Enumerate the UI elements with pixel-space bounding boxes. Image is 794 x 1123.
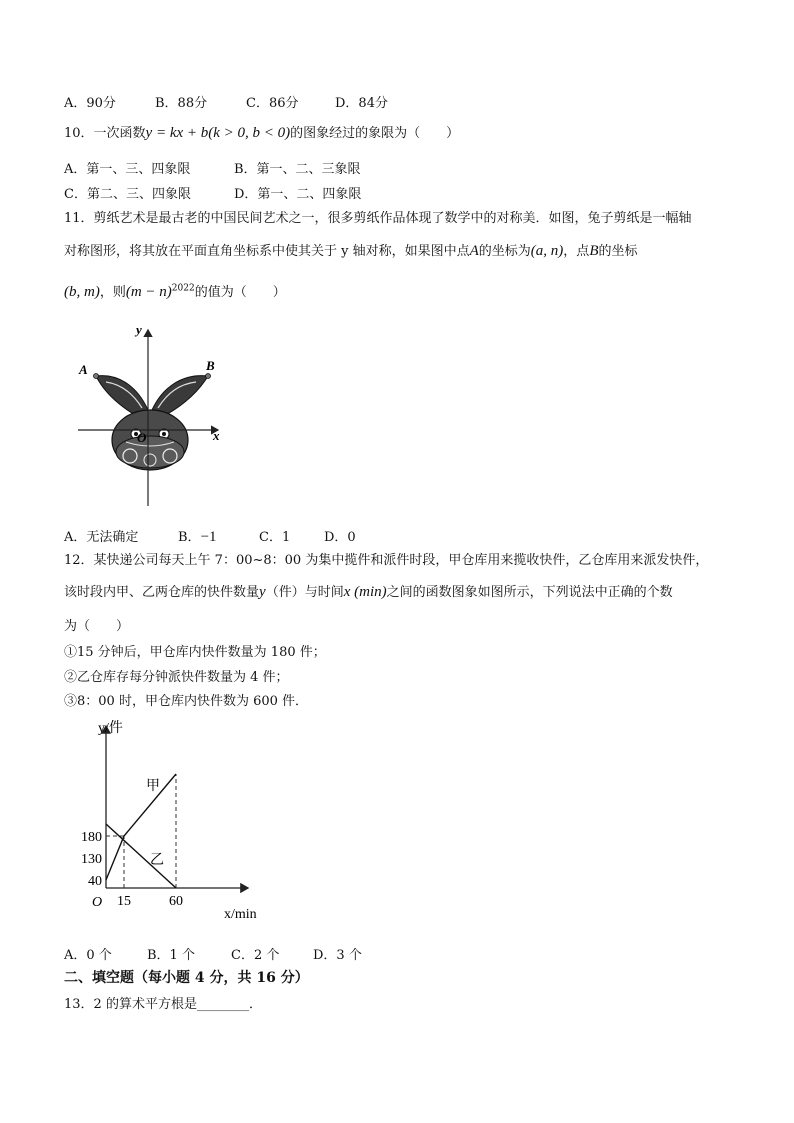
q12-line2-text-b: （件）与时间 <box>265 585 344 600</box>
q11-option-a: A．无法确定 <box>64 530 139 545</box>
q10-option-d: D．第一、二、四象限 <box>234 187 362 202</box>
q12-series-line-0 <box>106 774 176 880</box>
q9-option-d: D．84分 <box>335 96 388 111</box>
q11-line-3 <box>64 281 286 301</box>
q9-option-a: A．90分 <box>64 96 116 111</box>
q12-line-2 <box>64 581 673 601</box>
q12-option-b: B．1 个 <box>147 948 195 963</box>
q11-option-b <box>178 526 217 546</box>
q11-option-d: D．0 <box>324 530 356 545</box>
q10-option-b: B．第一、二、三象限 <box>234 162 361 177</box>
q11-coord-a: (a, n) <box>530 243 564 259</box>
q11-line2-text-c: ，点 <box>563 244 590 259</box>
q12-option-c: C．2 个 <box>231 948 280 963</box>
q11-option-b-letter: B． <box>178 530 201 545</box>
q12-statement-1: ①15 分钟后，甲仓库内快件数量为 180 件； <box>64 645 326 660</box>
q11-point-a-label: A <box>469 243 479 259</box>
q12-statement-2: ②乙仓库存每分钟派快件数量为 4 件； <box>64 670 289 685</box>
q12-x-tick-label-1: 60 <box>169 894 183 909</box>
q11-x-label: x <box>213 428 220 443</box>
q11-a-label: A <box>79 362 88 377</box>
q12-line-chart <box>76 712 276 932</box>
q11-line-2 <box>64 240 638 260</box>
q11-line2-text-d: 的坐标 <box>598 244 638 259</box>
q11-option-c: C．1 <box>259 530 291 545</box>
q12-y-tick-label-2: 180 <box>81 830 102 845</box>
q12-origin-label: O <box>92 895 103 910</box>
q12-line2-text-c: 之间的函数图象如图所示，下列说法中正确的个数 <box>386 585 673 600</box>
q12-series-label-0: 甲 <box>146 779 160 794</box>
q12-x-axis-label: x/min <box>224 907 257 922</box>
q11-line3-text-a: ，则 <box>99 285 126 300</box>
q10-prefix: 10．一次函数 <box>64 126 146 141</box>
q11-line2-text-b: 的坐标为 <box>478 244 531 259</box>
q10-question <box>64 122 459 142</box>
q11-b-label: B <box>206 358 215 373</box>
q12-line-3: 为（ ） <box>64 619 130 634</box>
q12-var-y: y <box>259 584 266 600</box>
q9-option-b: B．88分 <box>155 96 208 111</box>
q12-option-a: A．0 个 <box>64 948 112 963</box>
q11-origin-label: O <box>137 430 147 445</box>
q11-exponent: 2022 <box>171 283 195 294</box>
q12-option-d: D．3 个 <box>313 948 362 963</box>
q12-y-axis-label: y/件 <box>98 721 123 736</box>
q12-y-tick-label-1: 130 <box>81 852 102 867</box>
q13-question: 13．2 的算术平方根是________． <box>64 997 262 1012</box>
q12-x-tick-label-0: 15 <box>117 894 131 909</box>
q10-option-a: A．第一、三、四象限 <box>64 162 191 177</box>
q12-statement-3: ③8：00 时，甲仓库内快件数为 600 件． <box>64 694 309 709</box>
q12-y-tick-label-0: 40 <box>88 874 102 889</box>
q11-line3-text-b: 的值为（ ） <box>194 285 286 300</box>
q10-option-c: C．第二、三、四象限 <box>64 187 191 202</box>
rabbit-body <box>116 436 184 468</box>
q11-rabbit-figure <box>70 318 230 510</box>
section-2-heading: 二、填空题（每小题 4 分，共 16 分） <box>64 970 309 986</box>
q12-line-1: 12．某快递公司每天上午 7：00~8：00 为集中揽件和派件时段，甲仓库用来揽收快件，乙仓库用来派发快件， <box>64 553 709 568</box>
q11-point-b <box>206 374 211 379</box>
q10-suffix: 的图象经过的象限为（ ） <box>290 126 460 141</box>
q11-option-b-value: −1 <box>200 529 217 545</box>
q11-point-a <box>94 374 99 379</box>
q12-series-label-1: 乙 <box>150 853 164 868</box>
q11-line-1: 11．剪纸艺术是最古老的中国民间艺术之一，很多剪纸作品体现了数学中的对称美．如图，兔子剪纸是一幅轴 <box>64 211 692 226</box>
q11-line2-text-a: 对称图形，将其放在平面直角坐标系中使其关于 y 轴对称，如果图中点 <box>64 244 470 259</box>
q11-y-label: y <box>136 322 142 337</box>
q9-option-c: C．86分 <box>246 96 299 111</box>
q12-var-x: x (min) <box>343 584 387 600</box>
q11-expression: (m − n) <box>125 284 172 300</box>
q10-formula: y = kx + b(k > 0, b < 0) <box>145 125 291 141</box>
q11-point-b-label: B <box>589 243 599 259</box>
q12-line2-text-a: 该时段内甲、乙两仓库的快件数量 <box>64 585 260 600</box>
q11-coord-b: (b, m) <box>64 284 100 300</box>
